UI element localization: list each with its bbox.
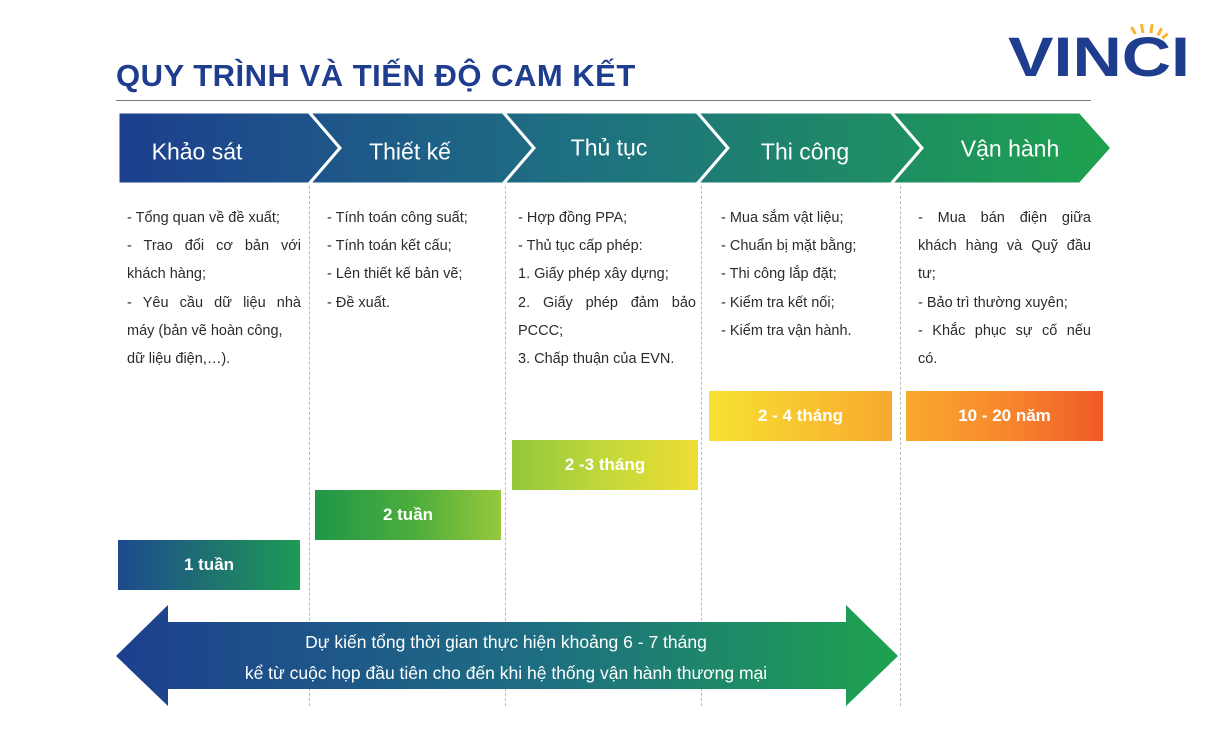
detail-line: - Khắc phục sự cố nếu bbox=[918, 322, 1091, 339]
detail-line: - Kiểm tra vận hành. bbox=[721, 322, 852, 339]
detail-line: - Kiểm tra kết nối; bbox=[721, 294, 835, 311]
stage-details-thu-tuc bbox=[518, 204, 696, 373]
detail-line: khách hàng và Quỹ đầu bbox=[918, 238, 1091, 255]
detail-line: - Thi công lắp đặt; bbox=[721, 266, 837, 283]
detail-line: - Lên thiết kế bản vẽ; bbox=[327, 266, 463, 283]
detail-line: tư; bbox=[918, 266, 936, 283]
stage-label-thiet-ke: Thiết kế bbox=[369, 138, 451, 165]
stage-label-thi-cong: Thi công bbox=[760, 138, 850, 165]
detail-line: máy (bản vẽ hoàn công, bbox=[127, 322, 283, 339]
detail-line: có. bbox=[918, 351, 938, 368]
detail-line: - Thủ tục cấp phép: bbox=[518, 238, 643, 255]
duration-label: 2 -3 tháng bbox=[564, 455, 646, 474]
stage-details-van-hanh bbox=[918, 204, 1091, 373]
stage-details-thi-cong bbox=[721, 204, 891, 345]
detail-line: - Trao đổi cơ bản với bbox=[127, 238, 301, 255]
total-duration-arrow bbox=[116, 605, 902, 707]
duration-bar-van-hanh bbox=[906, 391, 1103, 441]
detail-line: khách hàng; bbox=[127, 266, 207, 283]
duration-label: 2 - 4 tháng bbox=[757, 406, 843, 425]
stage-label-van-hanh: Vận hành bbox=[960, 135, 1060, 162]
detail-line: PCCC; bbox=[518, 322, 564, 339]
duration-bar-khao-sat bbox=[118, 540, 300, 590]
logo-text: VINCI bbox=[1008, 25, 1190, 82]
duration-label: 2 tuần bbox=[382, 505, 434, 524]
detail-line: dữ liệu điện,…). bbox=[127, 351, 231, 368]
total-duration-line2: kể từ cuộc họp đầu tiên cho đến khi hệ thống vận hành thương mại bbox=[244, 663, 768, 683]
detail-line: - Tính toán kết cấu; bbox=[327, 238, 452, 255]
detail-line: 1. Giấy phép xây dựng; bbox=[518, 266, 669, 283]
detail-line: - Hợp đồng PPA; bbox=[518, 210, 628, 226]
stage-label-thu-tuc: Thủ tục bbox=[570, 134, 648, 161]
stage-label-khao-sat: Khảo sát bbox=[151, 138, 243, 165]
detail-line: - Yêu cầu dữ liệu nhà bbox=[127, 294, 301, 311]
detail-line: - Mua sắm vật liệu; bbox=[721, 210, 844, 226]
duration-label: 1 tuần bbox=[183, 555, 235, 574]
detail-line: - Mua bán điện giữa bbox=[918, 210, 1091, 226]
duration-bar-thi-cong bbox=[709, 391, 892, 441]
page-title: QUY TRÌNH VÀ TIẾN ĐỘ CAM KẾT bbox=[116, 58, 636, 93]
duration-label: 10 - 20 năm bbox=[958, 406, 1051, 425]
detail-line: - Bảo trì thường xuyên; bbox=[918, 294, 1068, 311]
detail-line: - Tính toán công suất; bbox=[327, 210, 468, 226]
detail-line: - Đề xuất. bbox=[327, 294, 390, 311]
detail-line: - Chuẩn bị mặt bằng; bbox=[721, 238, 857, 255]
stage-details-khao-sat bbox=[127, 204, 301, 373]
total-duration-line1: Dự kiến tổng thời gian thực hiện khoảng 6 - 7 tháng bbox=[305, 632, 707, 652]
stage-chevrons bbox=[0, 0, 1219, 200]
duration-bar-thu-tuc bbox=[512, 440, 698, 490]
duration-bar-thiet-ke bbox=[315, 490, 501, 540]
stage-details-thiet-ke bbox=[327, 204, 497, 317]
detail-line: 3. Chấp thuận của EVN. bbox=[518, 351, 675, 368]
detail-line: - Tổng quan về đề xuất; bbox=[127, 210, 280, 226]
detail-line: 2. Giấy phép đảm bảo bbox=[518, 294, 696, 311]
